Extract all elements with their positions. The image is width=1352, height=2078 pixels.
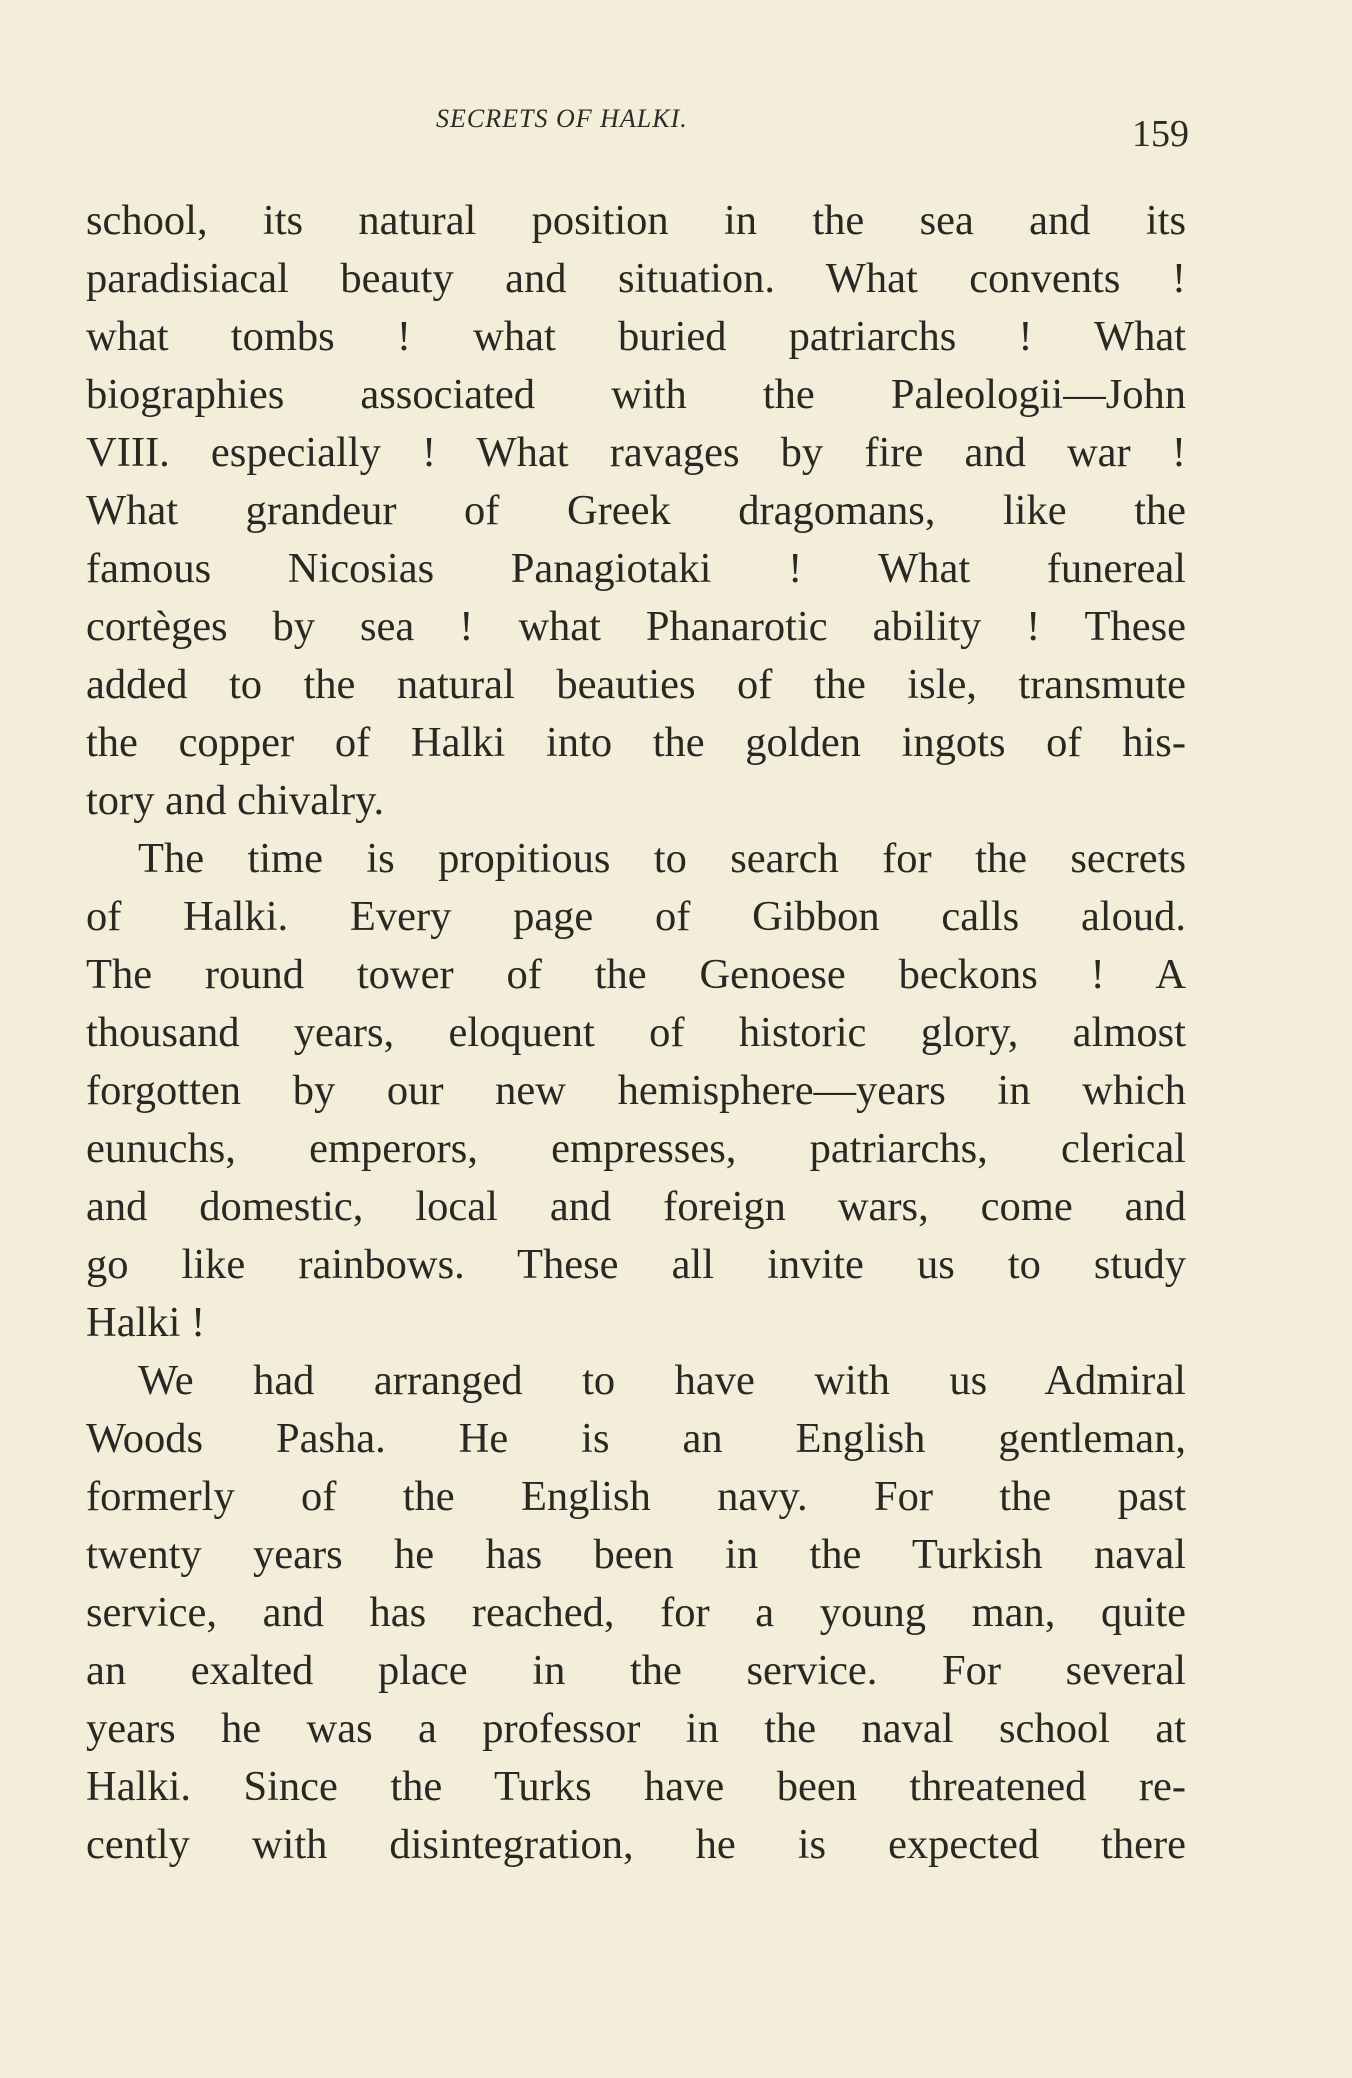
text-line: We had arranged to have with us Admiral xyxy=(138,1357,1186,1404)
text-line: Woods Pasha. He is an English gentleman, xyxy=(86,1415,1186,1462)
text-line: of Halki. Every page of Gibbon calls aloud. xyxy=(86,893,1186,940)
text-line: Halki ! xyxy=(86,1299,206,1346)
text-line: paradisiacal beauty and situation. What convents ! xyxy=(86,255,1186,302)
running-head: SECRETS OF HALKI. xyxy=(436,104,688,133)
text-line: an exalted place in the service. For several xyxy=(86,1647,1186,1694)
text-line: famous Nicosias Panagiotaki ! What funereal xyxy=(86,545,1186,592)
text-line: twenty years he has been in the Turkish naval xyxy=(86,1531,1186,1578)
text-line: The time is propitious to search for the secrets xyxy=(138,835,1186,882)
text-line: added to the natural beauties of the isle, transmute xyxy=(86,661,1186,708)
text-line: Halki. Since the Turks have been threatened re- xyxy=(86,1763,1186,1810)
text-line: the copper of Halki into the golden ingots of his- xyxy=(86,719,1186,766)
text-line: The round tower of the Genoese beckons ! A xyxy=(86,951,1186,998)
page-number: 159 xyxy=(1132,113,1189,155)
text-line: forgotten by our new hemisphere—years in which xyxy=(86,1067,1186,1114)
text-line: formerly of the English navy. For the past xyxy=(86,1473,1186,1520)
text-line: thousand years, eloquent of historic glory, almost xyxy=(86,1009,1186,1056)
text-line: years he was a professor in the naval school at xyxy=(86,1705,1186,1752)
text-line: service, and has reached, for a young man, quite xyxy=(86,1589,1186,1636)
text-line: eunuchs, emperors, empresses, patriarchs, clerical xyxy=(86,1125,1186,1172)
text-line: go like rainbows. These all invite us to study xyxy=(86,1241,1186,1288)
text-line: and domestic, local and foreign wars, come and xyxy=(86,1183,1186,1230)
text-line: biographies associated with the Paleologii—John xyxy=(86,371,1186,418)
text-line: What grandeur of Greek dragomans, like the xyxy=(86,487,1186,534)
text-line: school, its natural position in the sea and its xyxy=(86,197,1186,244)
text-line: VIII. especially ! What ravages by fire and war ! xyxy=(86,429,1186,476)
text-line: what tombs ! what buried patriarchs ! What xyxy=(86,313,1186,360)
text-line: cently with disintegration, he is expected there xyxy=(86,1821,1186,1868)
text-line: cortèges by sea ! what Phanarotic ability ! These xyxy=(86,603,1186,650)
text-line: tory and chivalry. xyxy=(86,777,385,824)
body-text xyxy=(86,192,1186,1874)
